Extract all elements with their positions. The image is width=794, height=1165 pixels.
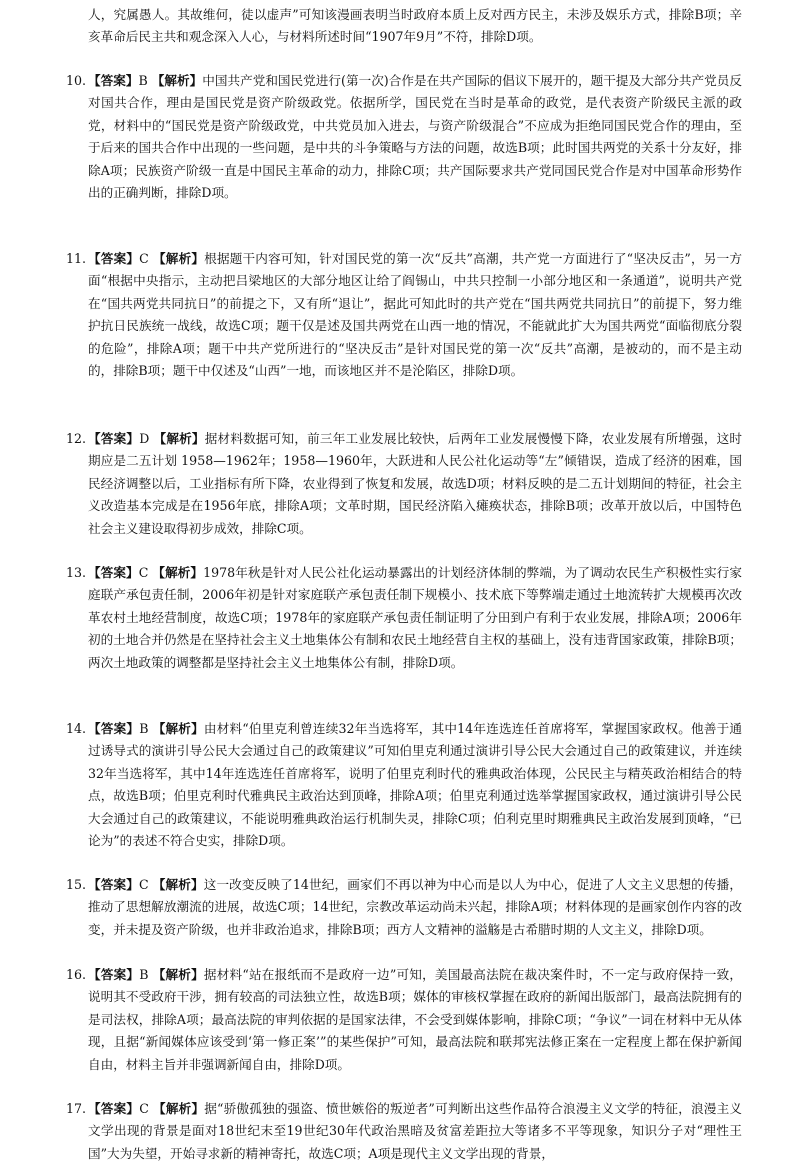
item-body [88,562,742,674]
item-number: 15. [65,877,86,892]
answer-item-17 [52,1098,742,1161]
analysis-text: 据“骄傲孤独的强盗、愤世嫉俗的叛逆者”可判断出这些作品符合浪漫主义文学的特征，浪漫主义文学出现的背景是面对18世纪末至19世纪30年代政治黑暗及贫富差距拉大等诸多不平等现象，知识分子对“理性王国”大为失望，开始寻求新的精神寄托，故选C项；A项是现代主义文学出现的背景， [88,1101,742,1161]
answer-tag: 【答案】 [88,431,140,446]
answer-tag: 【答案】 [88,73,139,88]
item-number: 16. [65,967,86,982]
answer-tag: 【答案】 [88,877,139,892]
item-number: 13. [65,565,86,580]
analysis-text: 由材料“伯里克利曾连续32年当选将军，其中14年连选连任首席将军，掌握国家政权。他善于通过诱导式的演讲引导公民大会通过自己的政策建议”可知伯里克利通过演讲引导公民大会通过自己的政策建议，并连续32年当选将军，其中14年连选连任首席将军，说明了伯里克利时代的雅典政治体现，公民民主与精英政治相结合的特点，故选B项；伯里克利时代雅典民主政治达到顶峰，排除A项；伯里克利通过选举掌握国家政权，通过演讲引导公民大会通过自己的政策建议，不能说明雅典政治运行机制失灵，排除C项；伯利克里时期雅典民主政治发展到顶峰，“已论为”的表述不符合史实，排除D项。 [88,721,742,849]
item-body [88,964,742,1076]
answer-item-12 [52,428,742,540]
item-number: 11. [65,251,86,266]
answer-letter: B [139,721,149,736]
item-body [88,248,742,382]
answer-tag: 【答案】 [88,967,140,982]
answer-letter: D [139,431,150,446]
answer-tag: 【答案】 [88,251,140,266]
continued-paragraph: 人，究属愚人。其故维何，徒以虚声”可知该漫画表明当时政府本质上反对西方民主，未涉及娱乐方式，排除B项；辛亥革命后民主共和观念深入人心，与材料所述时间“1907年9月”不符，排除D项。 [88,7,742,45]
analysis-text: 中国共产党和国民党进行(第一次)合作是在共产国际的倡议下展开的，题干提及大部分共产党员反对国共合作，理由是国民党是资产阶级政党。依据所学，国民党在当时是革命的政党，是代表资产阶级民主派的政党，材料中的“国民党是资产阶级政党，中共党员加入进去，与资产阶级混合”不应成为拒绝同国民党合作的理由，至于后来的国共合作中出现的一些问题，是中共的斗争策略与方法的问题，故选B项；此时国共两党的关系十分友好，排除A项；民族资产阶级一直是中国民主革命的动力，排除C项；共产国际要求共产党同国民党合作是对中国革命形势作出的正确判断，排除D项。 [88,73,742,201]
analysis-text: 据材料数据可知，前三年工业发展比较快，后两年工业发展慢慢下降，农业发展有所增强，这时期应是二五计划 1958—1962年；1958—1960年，大跃进和人民公社化运动等“左”倾错误，造成了经济的困难，国民经济调整以后，工业指标有所下降，农业得到了恢复和发展，故选D项；材料反映的是二五计划期间的特征，社会主义改造基本完成是在1956年底，排除A项；文革时期，国民经济陷入瘫痪状态，排除B项；改革开放以后，中国特色社会主义建设取得初步成效，排除C项。 [88,431,743,536]
answer-item-16 [52,964,742,1076]
analysis-tag: 【解析】 [151,73,203,88]
analysis-text: 根据题干内容可知，针对国民党的第一次“反共”高潮，共产党一方面进行了“坚决反击”，另一方面“根据中央指示，主动把吕梁地区的大部分地区让给了阎锡山，中共只控制一小部分地区和一条通道”，说明共产党在“国共两党共同抗日”的前提之下，又有所“退让”，据此可知此时的共产党在“国共两党共同抗日”的前提下，努力维护抗日民族统一战线，故选C项；题干仅是述及国共两党在山西一地的情况，不能就此扩大为国共两党“面临彻底分裂的危险”，排除A项；题干中共产党所进行的“坚决反击”是针对国民党的第一次“反共”高潮，是被动的，而不是主动的，排除B项；题干中仅述及“山西”一地，而该地区并不是沦陷区，排除D项。 [88,251,742,379]
answer-item-10 [52,70,742,204]
analysis-tag: 【解析】 [152,877,204,892]
answer-letter: C [138,877,149,892]
item-body [88,874,742,941]
item-body [88,70,742,204]
answer-letter: B [138,73,148,88]
analysis-tag: 【解析】 [153,251,205,266]
answer-item-15 [52,874,742,941]
answer-item-13 [52,562,742,674]
item-number: 14. [65,721,86,736]
analysis-tag: 【解析】 [152,565,204,580]
analysis-text: 1978年秋是针对人民公社化运动暴露出的计划经济体制的弊端，为了调动农民生产积极性实行家庭联产承包责任制，2006年初是针对家庭联产承包责任制下规模小、技术底下等弊端走通过土地流转扩大规模再次改革农村土地经营制度，故选C项；1978年的家庭联产承包责任制证明了分田到户有利于农业发展，排除A项；2006年初的土地合并仍然是在坚持社会主义土地集体公有制和农民土地经营自主权的基础上，没有违背国家政策，排除B项；两次土地政策的调整都是坚持社会主义土地集体公有制，排除D项。 [88,565,742,670]
analysis-tag: 【解析】 [152,721,204,736]
answer-tag: 【答案】 [88,1101,140,1116]
item-number: 17. [65,1101,86,1116]
item-body [88,1098,742,1165]
item-body [88,428,742,540]
analysis-tag: 【解析】 [152,967,204,982]
answer-letter: C [139,251,149,266]
analysis-tag: 【解析】 [153,1101,205,1116]
answer-tag: 【答案】 [88,565,139,580]
item-number: 12. [65,431,86,446]
analysis-text: 这一改变反映了14世纪，画家们不再以神为中心而是以人为中心，促进了人文主义思想的传播，推动了思想解放潮流的进展，故选C项；14世纪，宗教改革运动尚未兴起，排除A项；材料体现的是画家创作内容的改变，并未提及资产阶级，也并非政治追求，排除B项；西方人文精神的溢觞是古希腊时期的人文主义，排除D项。 [88,877,742,937]
answer-letter: B [139,967,149,982]
answer-item-14 [52,718,742,852]
item-body [88,718,742,852]
item-number: 10. [65,73,86,88]
answer-letter: C [138,565,149,580]
analysis-tag: 【解析】 [153,431,205,446]
answer-letter: C [139,1101,149,1116]
answer-item-11 [52,248,742,382]
answer-tag: 【答案】 [88,721,140,736]
analysis-text: 据材料“站在报纸而不是政府一边”可知，美国最高法院在裁决案件时，不一定与政府保持一致，说明其不受政府干涉，拥有较高的司法独立性，故选B项；媒体的审核权掌握在政府的新闻出版部门，最高法院拥有的是司法权，排除A项；最高法院的审判依据的是国家法律，不会受到媒体影响，排除C项；“争议”一词在材料中无从体现，且据“新闻媒体应该受到‘第一修正案’”的某些保护”可知，最高法院和联邦宪法修正案在一定程度上都在保护新闻自由，材料主旨并非强调新闻自由，排除D项。 [88,967,742,1072]
